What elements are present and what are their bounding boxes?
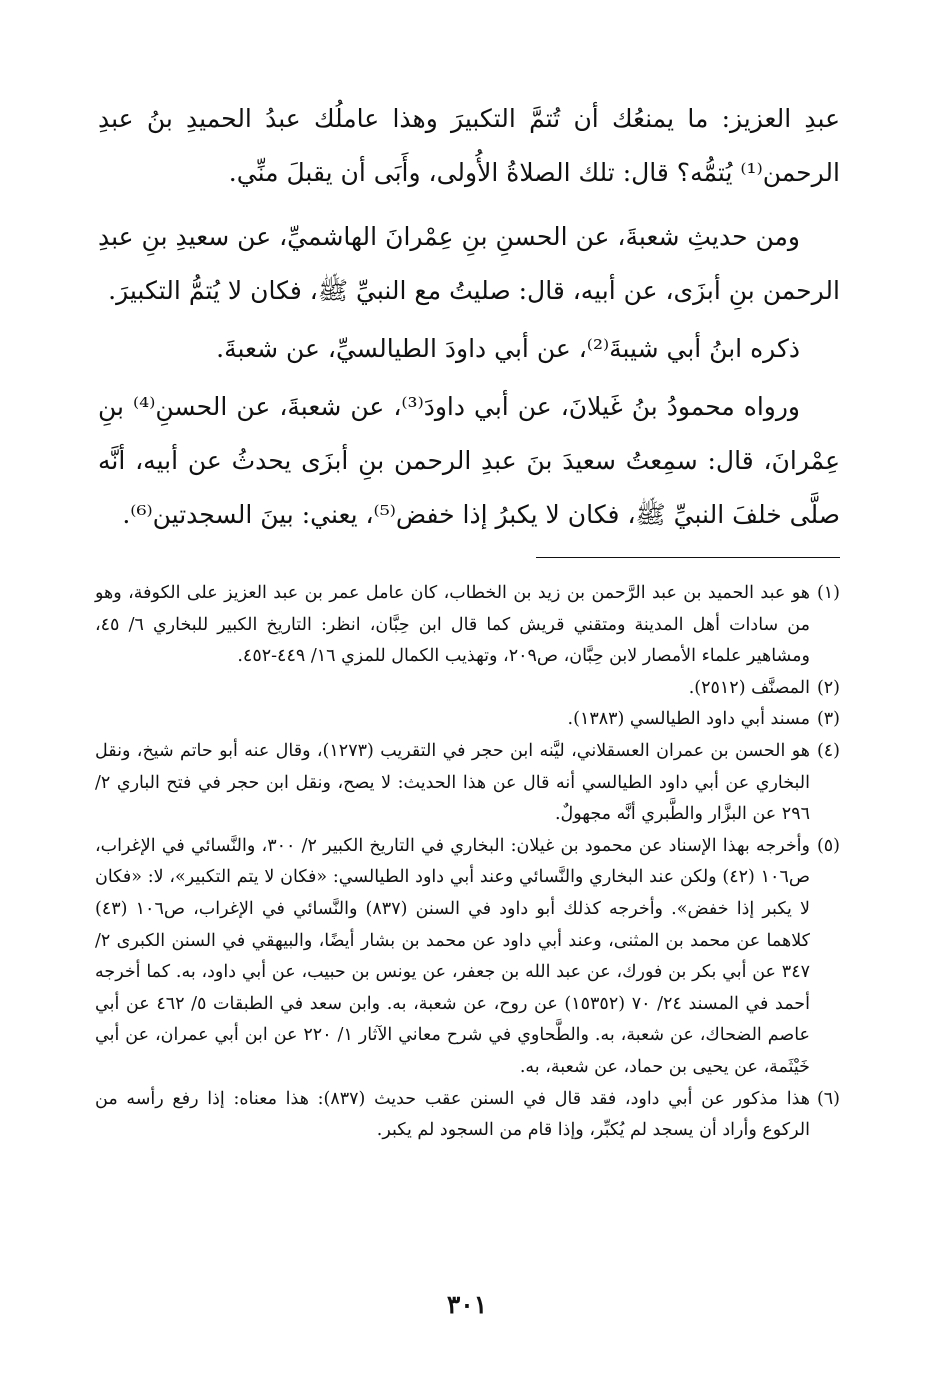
footnote-number: (١)	[816, 583, 840, 603]
footnote-text: مسند أبي داود الطيالسي (١٣٨٣).	[567, 709, 810, 730]
paragraph-1: عبدِ العزيز: ما يمنعُك أن تُتمَّ التكبيرَ وهذا عاملُك عبدُ الحميدِ بنُ عبدِ الرحمن⁽¹⁾ يُتمُّه؟ قال: تلك الصلاةُ الأُولى، وأَبَى أن يقبلَ منِّي.	[98, 104, 840, 187]
footnote-number: (٦)	[816, 1088, 840, 1109]
page-number: ٣٠١	[446, 1290, 488, 1319]
footnote-number: (٢)	[816, 677, 840, 698]
footnote-text: هو الحسن بن عمران العسقلاني، ليَّنه ابن حجر في التقريب (١٢٧٣)، وقال عنه أبو حاتم شيخ، ونقل البخاري عن أبي داود الطيالسي أنه قال عن هذا الحديث: لا يصح، ونقل ابن حجر في فتح الباري ٢/ ٢٩٦ عن البزَّار والطَّبري أنَّه مجهولٌ.	[95, 740, 811, 825]
footnote-6	[95, 1084, 840, 1147]
footnote-text: وأخرجه بهذا الإسناد عن محمود بن غيلان: البخاري في التاريخ الكبير ٢/ ٣٠٠، والنَّسائي في الإغراب، ص١٠٦ (٤٢) ولكن عند البخاري والنَّسائي وعند أبي داود الطيالسي: «فكان لا يتم التكبير»، لا: «فكان لا يكبر إذا خفض». وأخرجه كذلك أبو داود في السنن (٨٣٧) والنَّسائي في الإغراب، ص١٠٦ (٤٣) كلاهما عن محمد بن المثنى، وعند أبي داود عن محمد بن بشار أيضًا، والبيهقي في السنن الكبرى ٢/ ٣٤٧ عن أبي بكر بن فورك، عن عبد الله بن جعفر، عن يونس بن حبيب، عن أبي داود، به. كما أخرجه أحمد في المسند ٢٤/ ٧٠ (١٥٣٥٢) عن روح، عن شعبة، به. وابن سعد في الطبقات ٥/ ٤٦٢ عن أبي عاصم الضحاك، عن شعبة، به. والطَّحاوي في شرح معاني الآثار ١/ ٢٢٠ عن ابن أبي عمران، عن أبي خَيْثَمة، عن يحيى بن حماد، عن شعبة، به.	[95, 835, 811, 1077]
paragraph-2: ومن حديثِ شعبةَ، عن الحسنِ بنِ عِمْرانَ الهاشميِّ، عن سعيدِ بنِ عبدِ الرحمن بنِ أبزَى، عن أبيه، قال: صليتُ مع النبيِّ ﷺ، فكان لا يُتمُّ التكبيرَ.	[98, 222, 840, 305]
footnote-2	[95, 673, 840, 705]
footnote-text: المصنَّف (٢٥١٢).	[688, 677, 810, 698]
footnote-text: هذا مذكور عن أبي داود، فقد قال في السنن عقب حديث (٨٣٧): هذا معناه: إذا رفع رأسه من الركوع وأراد أن يسجد لم يُكبِّر، وإذا قام من السجود لم يكبر.	[95, 1088, 810, 1141]
footnote-5	[95, 831, 840, 1084]
main-text	[98, 92, 840, 542]
footnote-number: (٤)	[816, 740, 840, 761]
footnote-number: (٣)	[816, 709, 840, 730]
footnote-separator	[536, 557, 840, 558]
footnote-4	[95, 736, 840, 831]
footnote-text: هو عبد الحميد بن عبد الرَّحمن بن زيد بن الخطاب، كان عامل عمر بن عبد العزيز على الكوفة، وهو من سادات أهل المدينة ومتقني قريش كما قال ابن حِبَّان، انظر: التاريخ الكبير للبخاري ٦/ ٤٥، ومشاهير علماء الأمصار لابن حِبَّان، ص٢٠٩، وتهذيب الكمال للمزي ١٦/ ٤٤٩-٤٥٢.	[95, 583, 810, 667]
paragraph-3: ذكره ابنُ أبي شيبةَ⁽²⁾، عن أبي داودَ الطيالسيِّ، عن شعبةَ.	[216, 334, 800, 363]
paragraph-4: ورواه محمودُ بنُ غَيلانَ، عن أبي داودَ⁽³⁾، عن شعبةَ، عن الحسنِ⁽⁴⁾ بنِ عِمْرانَ، قال: سمِعتُ سعيدَ بنَ عبدِ الرحمن بنِ أبزَى يحدثُ عن أبيه، أنَّه صلَّى خلفَ النبيِّ ﷺ، فكان لا يكبرُ إذا خفض⁽⁵⁾، يعني: بينَ السجدتين⁽⁶⁾.	[98, 392, 840, 529]
footnotes	[95, 578, 840, 1147]
footnote-number: (٥)	[816, 835, 840, 856]
footnote-3	[95, 704, 840, 736]
footnote-1	[95, 578, 840, 673]
